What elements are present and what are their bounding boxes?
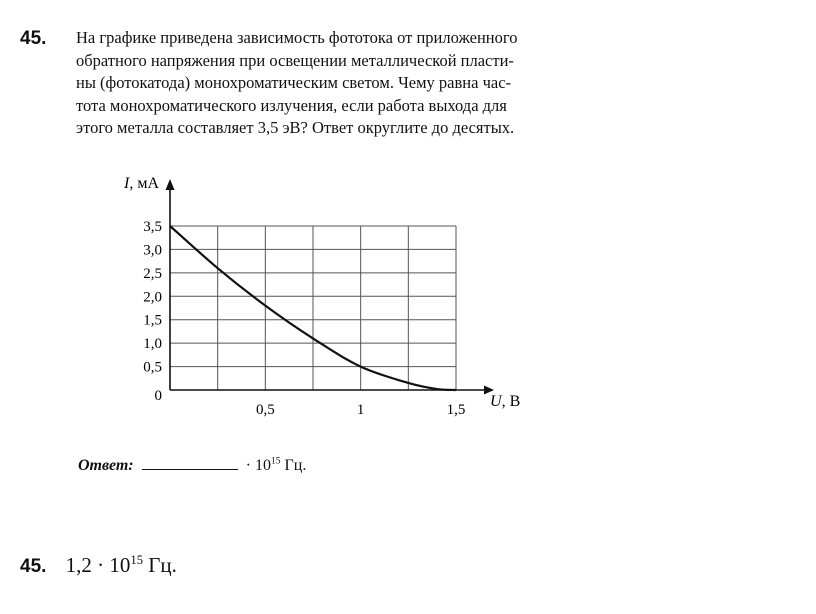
x-tick-label: 1 xyxy=(356,402,365,418)
y-tick-label: 3,5 xyxy=(143,219,162,235)
answer-multiplier: · 10 xyxy=(245,457,271,474)
problem-number: 45. xyxy=(20,28,47,49)
solution-value: 1,2 · 10 xyxy=(65,553,131,577)
answer-exponent: 15 xyxy=(270,455,281,467)
y-axis-arrow xyxy=(166,179,175,190)
problem-line: ны (фотокатода) монохроматическим светом. Чему равна час- xyxy=(76,73,512,92)
origin-label: 0 xyxy=(154,388,162,404)
problem-line: обратного напряжения при освещении металлической пласти- xyxy=(76,50,514,70)
solution-line xyxy=(20,553,177,578)
x-axis-label: U, В xyxy=(490,393,521,410)
x-tick-label: 1,5 xyxy=(446,402,466,418)
y-tick-label: 1,5 xyxy=(143,312,162,329)
y-tick-label: 2,5 xyxy=(143,265,162,282)
y-axis-label: I, мА xyxy=(124,175,160,192)
answer-unit: Гц. xyxy=(284,457,307,474)
y-tick-label: 3,0 xyxy=(143,242,162,259)
answer-line xyxy=(78,455,306,475)
solution-exponent: 15 xyxy=(130,553,144,567)
problem-line: тота монохроматического излучения, если работа выхода для xyxy=(76,95,507,115)
y-tick-label: 0,5 xyxy=(143,359,162,376)
answer-blank[interactable] xyxy=(142,455,238,470)
problem-line: На графике приведена зависимость фототока от приложенного xyxy=(76,28,518,47)
y-tick-label: 2,0 xyxy=(143,289,162,306)
x-tick-label: 0,5 xyxy=(255,402,275,418)
problem-line: этого металла составляет 3,5 эВ? Ответ округлите до десятых. xyxy=(76,118,515,137)
y-tick-label: 1,0 xyxy=(143,336,162,353)
solution-unit: Гц. xyxy=(148,553,177,577)
solution-number: 45. xyxy=(20,556,47,577)
answer-label: Ответ: xyxy=(78,457,134,474)
